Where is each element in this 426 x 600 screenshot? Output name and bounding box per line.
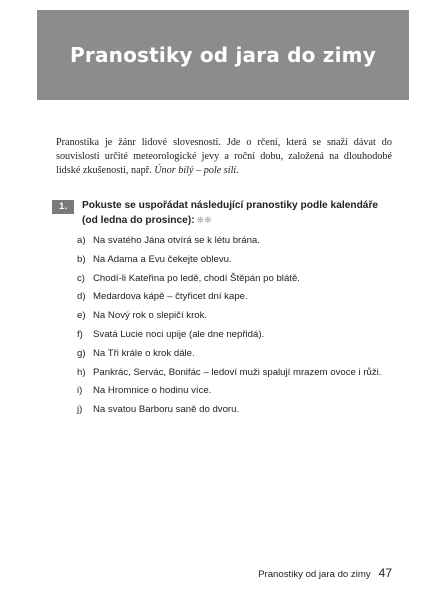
intro-paragraph bbox=[56, 136, 392, 178]
difficulty-stars-icon: ❋❋ bbox=[196, 215, 212, 225]
item-letter: h) bbox=[77, 366, 86, 378]
item-letter: e) bbox=[77, 310, 86, 322]
item-text: Na Hromnice o hodinu více. bbox=[93, 385, 212, 397]
intro-example: Únor bílý – pole sílí. bbox=[154, 165, 239, 177]
item-letter: b) bbox=[77, 253, 86, 265]
footer-title: Pranostiky od jara do zimy bbox=[258, 569, 371, 580]
list-item bbox=[77, 254, 381, 273]
item-text: Na Tři krále o krok dále. bbox=[93, 347, 195, 359]
list-item bbox=[77, 235, 381, 254]
proverb-list bbox=[77, 235, 381, 423]
exercise-instruction-text: Pokuste se uspořádat následující pranostiky podle kalendáře (od ledna do prosince): bbox=[82, 200, 379, 226]
item-text: Na svatého Jána otvírá se k létu brána. bbox=[93, 235, 260, 246]
item-text: Pankrác, Servác, Bonifác – ledoví muži spalují mrazem ovoce i růži. bbox=[93, 366, 382, 378]
exercise-number-badge: 1. bbox=[52, 200, 74, 214]
item-text: Medardova kápě – čtyřicet dní kape. bbox=[93, 291, 248, 303]
list-item bbox=[77, 404, 381, 423]
list-item bbox=[77, 348, 381, 367]
item-letter: g) bbox=[77, 347, 86, 359]
list-item bbox=[77, 385, 381, 404]
exercise-instruction bbox=[82, 199, 382, 228]
page-number: 47 bbox=[378, 566, 392, 580]
item-letter: a) bbox=[77, 235, 86, 246]
item-text: Na Nový rok o slepičí krok. bbox=[93, 310, 208, 322]
page-title: Pranostiky od jara do zimy bbox=[70, 43, 376, 67]
item-letter: i) bbox=[77, 385, 83, 397]
list-item bbox=[77, 367, 381, 386]
item-letter: d) bbox=[77, 291, 86, 303]
title-banner bbox=[37, 10, 409, 100]
list-item bbox=[77, 273, 381, 292]
item-letter: f) bbox=[77, 328, 83, 340]
item-text: Na Adama a Evu čekejte oblevu. bbox=[93, 253, 232, 265]
list-item bbox=[77, 329, 381, 348]
intro-text: Pranostika je žánr lidové slovesnosti. Jde o rčení, která se snaží dávat do souvislosti určité meteorologické jevy a roční dobu, založená na dlouhodobé lidské zkušenosti, např. bbox=[56, 137, 392, 177]
item-text: Na svatou Barboru saně do dvoru. bbox=[93, 404, 240, 416]
page-footer bbox=[258, 566, 392, 580]
item-letter: j) bbox=[77, 404, 83, 416]
item-text: Chodí-li Kateřina po ledě, chodí Štěpán po blátě. bbox=[93, 272, 300, 284]
list-item bbox=[77, 291, 381, 310]
list-item bbox=[77, 310, 381, 329]
item-text: Svatá Lucie noci upije (ale dne nepřidá). bbox=[93, 328, 265, 340]
item-letter: c) bbox=[77, 272, 85, 284]
